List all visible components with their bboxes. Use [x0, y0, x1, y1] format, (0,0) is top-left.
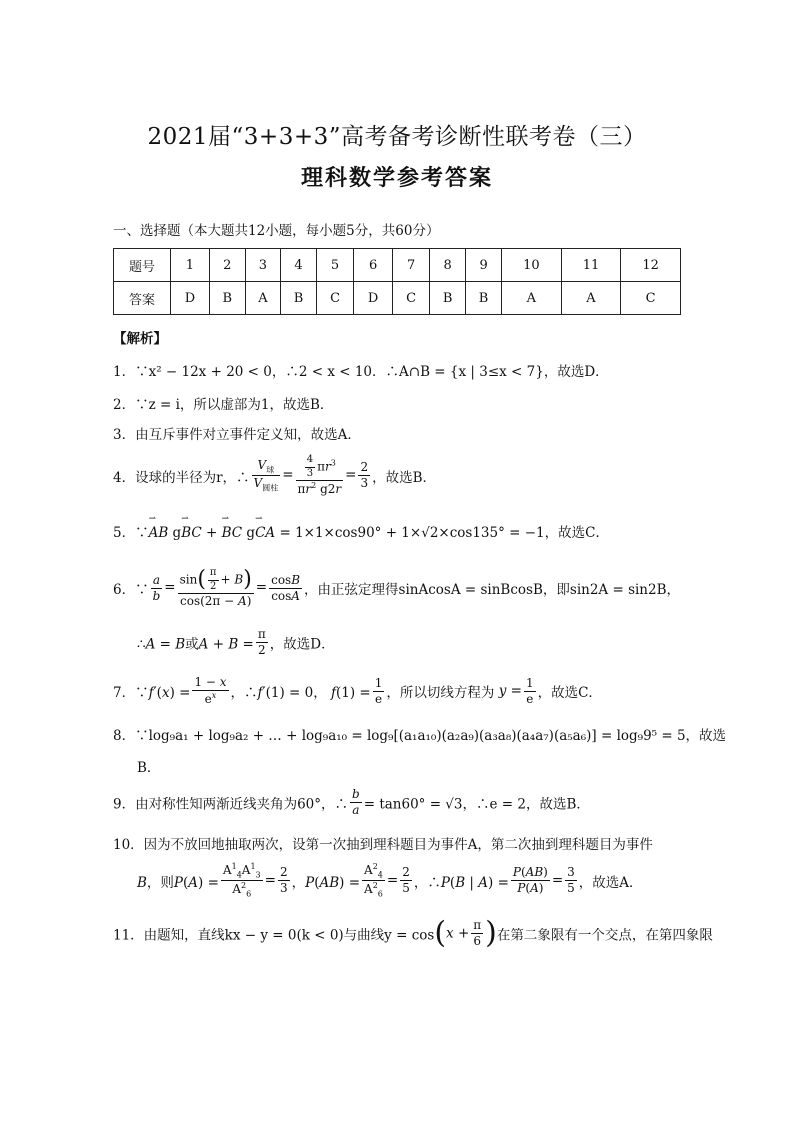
table-cell: A — [245, 282, 280, 315]
table-cell: 4 — [281, 249, 317, 282]
table-row-numbers — [114, 249, 681, 282]
solution-8-end: B． — [137, 760, 161, 776]
table-cell: 12 — [621, 249, 681, 282]
solution-6-line2: ∴A = B或A + B = $\frac{\pi}{2}$ ，故选D． — [137, 627, 335, 657]
solution-6-line2-text: ，故选D． — [269, 636, 335, 653]
table-cell: 7 — [393, 249, 430, 282]
solution-10: 10．因为不放回地抽取两次，设第一次抽到理科题目为事件A，第二次抽到理科题目为事件 — [113, 837, 653, 853]
table-cell: 6 — [354, 249, 393, 282]
table-cell: 题号 — [114, 249, 171, 282]
table-cell: 3 — [245, 249, 280, 282]
table-cell: A — [561, 282, 621, 315]
solution-7-end: ，故选C． — [537, 685, 602, 701]
analysis-heading: 【解析】 — [113, 331, 167, 347]
solution-10-line2: B，则P(A) = $\frac{A^1_4A^1_3}{A^2_6}$ = $\frac{2}{3}$ ，P(AB) = $\frac{A^2_4}{A^2_6}$ = $\frac{2}{5}$ ，∴P(B | A) = $\frac{P(AB)}{P(A)}$ = $\frac{3}{5}$ ，故选A． — [137, 862, 643, 899]
table-cell: D — [171, 282, 210, 315]
table-cell: 10 — [502, 249, 562, 282]
solution-7: 7．∵f′(x) = $\frac{1 - x}{e^x}$ ，∴f′(1) = 0， f(1) = $\frac{1}{e}$ ，所以切线方程为 y = $\frac{1}{e}$ ，故选C． — [113, 675, 602, 706]
table-row-answers — [114, 282, 681, 315]
table-cell: D — [354, 282, 393, 315]
solution-7-text: ，所以切线方程为 — [386, 685, 495, 701]
solution-9-prefix: 9．由对称性知两渐近线夹角为60°，∴ — [113, 796, 349, 813]
table-cell: B — [466, 282, 502, 315]
table-cell: 8 — [430, 249, 466, 282]
table-cell: B — [430, 282, 466, 315]
solution-11-prefix: 11．由题知，直线kx − y = 0(k < 0)与曲线y = cos — [113, 927, 435, 944]
solution-10-end: ，故选A． — [578, 874, 643, 891]
table-cell: 9 — [466, 249, 502, 282]
solution-5: 5．∵⇀ AB g⇀ BC + ⇀ BC g⇀ CA = 1×1×cos90° + 1×√2×cos135° = −1，故选C． — [113, 521, 609, 541]
solution-6: 6．∵ $\frac{a}{b}$ = sin( $\frac{\pi}{2}$ + B) cos(2π − A) = $\frac{\cos B}{\cos A}$ ，由正弦定理得sinAcosA = sinBcosB，即sin2A = sin2B， — [113, 567, 681, 608]
document-subtitle: 理科数学参考答案 — [300, 166, 493, 191]
solution-2: 2．∵z = i，所以虚部为1，故选B． — [113, 397, 334, 413]
table-cell: C — [316, 282, 353, 315]
solution-4-prefix: 4．设球的半径为r，∴ — [113, 469, 250, 486]
solution-1: 1．∵x² − 12x + 20 < 0，∴2 < x < 10．∴A∩B = {x | 3≤x < 7}，故选D． — [113, 364, 609, 380]
document-title: 2021届“3+3+3”高考备考诊断性联考卷（三） — [147, 124, 647, 150]
solution-5-text: = 1×1×cos90° + 1×√2×cos135° = −1，故选C． — [279, 525, 609, 541]
table-cell: 1 — [171, 249, 210, 282]
solution-4-suffix: ，故选B． — [372, 469, 437, 486]
table-cell: C — [393, 282, 430, 315]
table-cell: 11 — [561, 249, 621, 282]
table-cell: B — [281, 282, 317, 315]
table-cell: B — [209, 282, 245, 315]
solution-11: 11．由题知，直线kx − y = 0(k < 0)与曲线y = cos(x + $\frac{\pi}{6}$ )在第二象限有一个交点，在第四象限 — [113, 915, 713, 951]
solution-3: 3．由互斥事件对立事件定义知，故选A． — [113, 427, 361, 443]
solution-8: 8．∵log₉a₁ + log₉a₂ + … + log₉a₁₀ = log₉[(a₁a₁₀)(a₂a₉)(a₃a₈)(a₄a₇)(a₅a₆)] = log₉9⁵ = 5，故选 — [113, 728, 727, 744]
solution-4: 4．设球的半径为r，∴ $\frac{V_球}{V_{圆柱}}$ = $\frac{4}{3}$ $\pi r^3$ $\pi r^2$ g2r = $\frac{2}{3}$ ，故选B． — [113, 454, 437, 496]
solution-9-suffix: = tan60° = √3，∴e = 2，故选B． — [363, 796, 590, 813]
solution-11-suffix: 在第二象限有一个交点，在第四象限 — [496, 927, 713, 944]
solution-9: 9．由对称性知两渐近线夹角为60°，∴ $\frac{b}{a}$ = tan60° = √3，∴e = 2，故选B． — [113, 787, 590, 817]
table-cell: A — [502, 282, 562, 315]
table-cell: 2 — [209, 249, 245, 282]
table-cell: C — [621, 282, 681, 315]
table-cell: 答案 — [114, 282, 171, 315]
section-heading: 一、选择题（本大题共12小题，每小题5分，共60分） — [113, 223, 440, 239]
answer-table — [113, 248, 681, 315]
table-cell: 5 — [316, 249, 353, 282]
solution-6-text: ，由正弦定理得sinAcosA = sinBcosB，即sin2A = sin2B， — [304, 582, 681, 598]
